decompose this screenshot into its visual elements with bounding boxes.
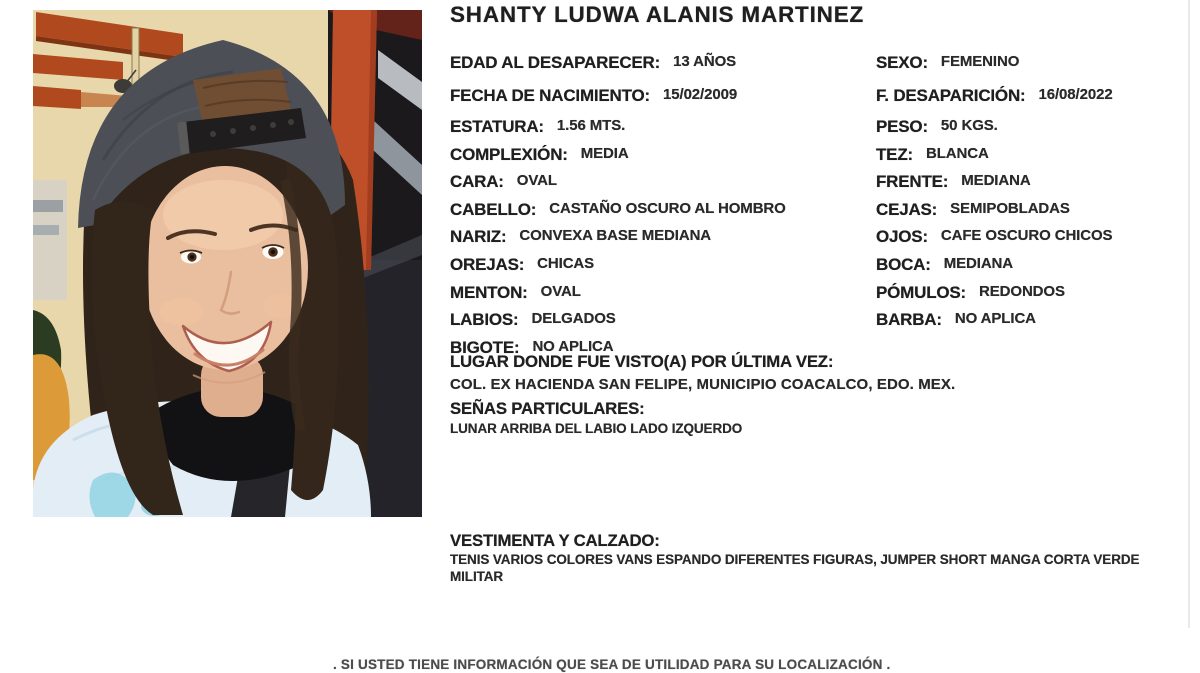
person-name-title: SHANTY LUDWA ALANIS MARTINEZ [450,2,865,27]
field-row [876,200,1196,228]
field-row [450,255,880,283]
field-label: TEZ: [876,144,913,164]
scan-edge-line [1188,0,1190,628]
field-value: OVAL [516,172,557,190]
field-value: 1.56 MTS. [556,117,626,134]
field-value: CAFE OSCURO CHICOS [940,227,1113,245]
field-row [450,310,880,338]
field-value: DELGADOS [531,310,616,328]
field-label: CEJAS: [876,199,938,219]
field-value: MEDIANA [961,172,1031,190]
field-value: BLANCA [925,144,989,162]
field-value: FEMENINO [940,53,1020,70]
footer-contact-text: . SI USTED TIENE INFORMACIÓN QUE SEA DE UTILIDAD PARA SU LOCALIZACIÓN . [333,657,891,672]
field-label: CABELLO: [450,199,537,219]
field-label: PESO: [876,117,928,136]
field-label: OREJAS: [450,254,525,274]
field-label: SEXO: [876,53,928,72]
fields-column-right [876,53,1196,338]
field-value: MEDIANA [943,254,1014,272]
field-value: 50 KGS. [940,117,998,134]
field-value: 15/02/2009 [663,86,738,103]
field-label: BIGOTE: [450,337,520,357]
field-row [876,53,1196,86]
field-value: MEDIA [580,144,629,162]
field-row [876,227,1196,255]
field-label: LABIOS: [450,310,519,330]
field-value: CHICAS [537,254,595,272]
field-row [450,53,880,86]
field-label: CARA: [450,172,504,192]
field-value: 16/08/2022 [1038,86,1113,103]
field-label: FRENTE: [876,172,949,192]
field-label: PÓMULOS: [876,282,967,302]
field-row [450,117,880,145]
field-row [876,172,1196,200]
field-label: FECHA DE NACIMIENTO: [450,86,651,105]
field-row [876,255,1196,283]
field-value: CONVEXA BASE MEDIANA [519,227,712,245]
clothing-value: TENIS VARIOS COLORES VANS ESPANDO DIFERENTES FIGURAS, JUMPER SHORT MANGA CORTA VERDE MILITAR [450,552,1140,584]
particular-signs-label: SEÑAS PARTICULARES: [450,399,645,418]
field-row [450,283,880,311]
field-label: BARBA: [876,310,942,330]
field-row [450,145,880,173]
field-row [876,310,1196,338]
field-row [876,117,1196,145]
field-label: OJOS: [876,227,928,247]
field-row [876,86,1196,117]
clothing-label: VESTIMENTA Y CALZADO: [450,531,660,550]
field-label: ESTATURA: [450,117,544,136]
last-seen-label: LUGAR DONDE FUE VISTO(A) POR ÚLTIMA VEZ: [450,352,834,371]
field-value: 13 AÑOS [673,53,737,70]
person-photo [33,10,422,517]
field-value: NO APLICA [532,337,614,355]
field-row [876,283,1196,311]
field-label: F. DESAPARICIÓN: [876,86,1026,105]
field-row [450,227,880,255]
last-seen-value: COL. EX HACIENDA SAN FELIPE, MUNICIPIO COACALCO, EDO. MEX. [450,376,956,393]
field-row [450,172,880,200]
field-label: COMPLEXIÓN: [450,144,568,164]
particular-signs-value: LUNAR ARRIBA DEL LABIO LADO IZQUERDO [450,421,743,436]
field-value: NO APLICA [954,310,1036,328]
field-row [876,145,1196,173]
photo-beam [33,86,81,109]
field-label: NARIZ: [450,227,507,247]
field-value: SEMIPOBLADAS [950,199,1070,217]
field-label: MENTON: [450,282,528,302]
fields-column-left [450,53,880,365]
field-row [450,86,880,117]
field-label: EDAD AL DESAPARECER: [450,53,661,72]
field-value: CASTAÑO OSCURO AL HOMBRO [549,199,786,217]
field-value: REDONDOS [979,282,1065,300]
field-row [450,200,880,228]
field-value: OVAL [540,282,581,300]
field-label: BOCA: [876,254,931,274]
